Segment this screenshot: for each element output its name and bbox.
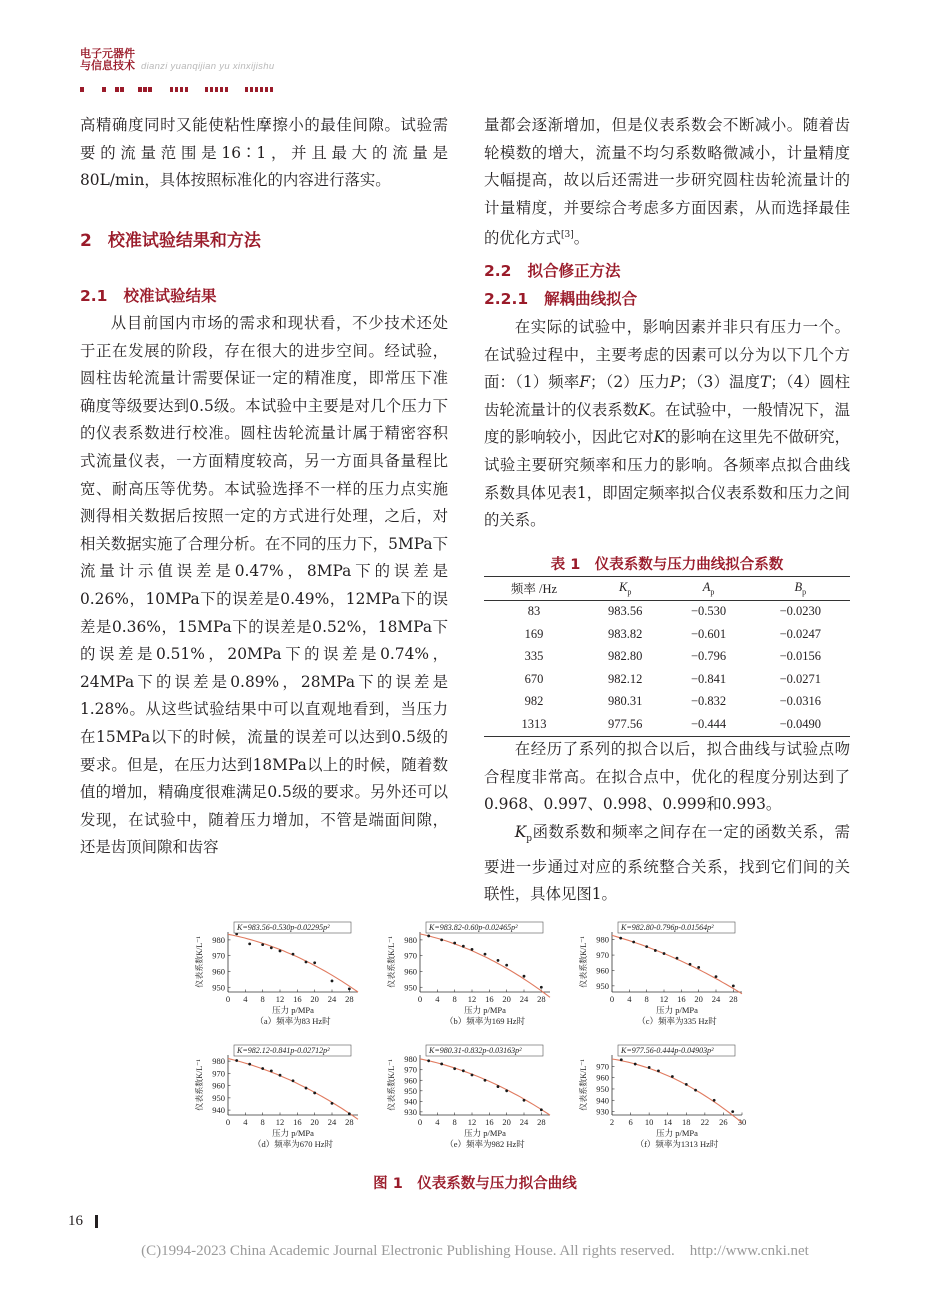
data-point xyxy=(676,957,679,960)
x-axis-label: 压力 p/MPa xyxy=(464,1005,506,1015)
data-point xyxy=(279,950,282,953)
chart-panel xyxy=(578,1045,746,1149)
x-tick-label: 24 xyxy=(711,994,721,1004)
x-axis-label: 压力 p/MPa xyxy=(272,1128,314,1138)
th-Kp-symbol: K xyxy=(619,580,628,594)
table-row xyxy=(484,623,850,646)
subplot-caption: （b）频率为169 Hz时 xyxy=(444,1016,526,1026)
right-p1-paragraph xyxy=(484,314,850,535)
y-axis-label: 仪表系数K/L⁻¹ xyxy=(195,936,204,988)
equation-text: K=982.12-0.841p-0.02712p² xyxy=(237,1046,330,1056)
cell-Ap: −0.841 xyxy=(690,671,727,686)
y-tick-label: 930 xyxy=(596,1106,609,1117)
y-tick-label: 940 xyxy=(596,1095,609,1106)
x-tick-label: 28 xyxy=(345,994,354,1004)
p1-text-a: 在实际的试验中，影响因素并非只有压力一个。在试验过程中，主要考虑的因素可以分为以下几个方面：（1）频率 xyxy=(484,318,850,392)
section-2-title: 校准试验结果和方法 xyxy=(107,231,261,251)
y-tick-label: 950 xyxy=(596,980,609,991)
x-tick-label: 24 xyxy=(519,1117,529,1127)
th-frequency: 频率 /Hz xyxy=(484,577,584,601)
kp-relation-body: 函数系数和频率之间存在一定的函数关系，需要进一步通过对应的系统整合关系，找到它们间的关联性，具体见图1。 xyxy=(484,823,850,904)
data-point xyxy=(505,964,508,967)
journal-name-line2: 与信息技术 xyxy=(80,59,135,72)
x-tick-label: 8 xyxy=(260,1117,265,1127)
data-point xyxy=(697,966,700,969)
chart-panel xyxy=(194,1045,358,1149)
y-tick-label: 960 xyxy=(212,1080,225,1091)
data-point xyxy=(671,1075,674,1078)
x-tick-label: 30 xyxy=(737,1117,747,1127)
p1-text-b: ；（2）压力 xyxy=(590,373,670,392)
fit-curve xyxy=(228,934,358,992)
x-tick-label: 4 xyxy=(243,1117,248,1127)
x-tick-label: 12 xyxy=(467,1117,477,1127)
x-tick-label: 16 xyxy=(485,1117,494,1127)
data-point xyxy=(619,937,622,940)
x-tick-label: 0 xyxy=(417,1117,423,1127)
x-tick-label: 4 xyxy=(435,1117,440,1127)
x-tick-label: 24 xyxy=(519,994,529,1004)
x-tick-label: 4 xyxy=(435,994,440,1004)
x-tick-label: 28 xyxy=(537,994,546,1004)
var-K-2: K xyxy=(653,428,666,447)
y-tick-label: 960 xyxy=(404,966,417,977)
continued-text xyxy=(484,112,850,253)
y-tick-label: 980 xyxy=(596,934,609,945)
data-point xyxy=(620,1058,623,1061)
var-T: T xyxy=(760,373,771,392)
cell-Kp: 982.12 xyxy=(608,671,643,686)
section-2-heading xyxy=(80,226,261,251)
fit-quality-text: 在经历了系列的拟合以后，拟合曲线与试验点吻合程度非常高。在拟合点中，优化的程度分别达到了0.968、0.997、0.998、0.999和0.993。 xyxy=(484,740,850,814)
x-tick-label: 26 xyxy=(719,1117,728,1127)
th-Ap-sub: p xyxy=(710,587,715,597)
right-cont-paragraph xyxy=(484,112,850,253)
data-point xyxy=(471,1074,474,1077)
data-point xyxy=(462,945,465,948)
cell-freq: 1313 xyxy=(484,713,584,736)
data-point xyxy=(261,943,264,946)
y-tick-label: 930 xyxy=(404,1106,417,1117)
data-point xyxy=(270,1070,273,1073)
data-point xyxy=(348,987,351,990)
th-Ap-symbol: A xyxy=(702,580,711,594)
x-tick-label: 8 xyxy=(452,1117,457,1127)
y-tick-label: 950 xyxy=(404,982,417,993)
data-point xyxy=(453,942,456,945)
cell-Bp: −0.0271 xyxy=(779,671,822,686)
x-tick-label: 28 xyxy=(345,1117,354,1127)
data-point xyxy=(248,942,251,945)
y-axis-label: 仪表系数K/L⁻¹ xyxy=(579,936,588,988)
data-point xyxy=(648,1066,651,1069)
y-tick-label: 950 xyxy=(212,982,225,993)
continued-text-main: 量都会逐渐增加，但是仪表系数会不断减小。随着齿轮模数的增大，流量不均匀系数略微减小，计量精度大幅提高，故以后还需进一步研究圆柱齿轮流量计的计量精度，并要综合考虑多方面因素，从而选择最佳的优化方式 xyxy=(484,116,850,248)
data-point xyxy=(235,1059,238,1062)
x-tick-label: 28 xyxy=(537,1117,546,1127)
chart-panel xyxy=(386,1045,550,1149)
subplot-caption: （d）频率为670 Hz时 xyxy=(252,1139,334,1149)
x-tick-label: 0 xyxy=(225,994,231,1004)
table-row xyxy=(484,600,850,623)
journal-pinyin: dianzi yuanqijian yu xinxijishu xyxy=(141,61,275,72)
x-tick-label: 0 xyxy=(609,994,615,1004)
section-2-2-number: 2.2 xyxy=(484,262,512,280)
x-tick-label: 20 xyxy=(502,1117,511,1127)
section-2-2-1-number: 2.2.1 xyxy=(484,290,529,308)
y-tick-label: 980 xyxy=(404,934,417,945)
y-tick-label: 980 xyxy=(212,1056,225,1067)
cell-Bp: −0.0230 xyxy=(779,604,822,619)
p1-text-f: 的影响在这里先不做研究，试验主要研究频率和压力的影响。各频率点拟合曲线系数具体见表1，即固定频率拟合仪表系数和压力之间的关系。 xyxy=(484,428,850,530)
data-point xyxy=(313,1092,316,1095)
section-2-1-heading xyxy=(80,284,216,306)
x-tick-label: 20 xyxy=(310,994,319,1004)
cell-Ap: −0.832 xyxy=(690,694,727,709)
journal-header xyxy=(80,48,274,72)
x-tick-label: 4 xyxy=(627,994,632,1004)
page-number-text: 16 xyxy=(68,1213,83,1229)
data-point xyxy=(292,953,295,956)
x-tick-label: 20 xyxy=(310,1117,319,1127)
th-Ap xyxy=(666,577,750,601)
x-tick-label: 16 xyxy=(293,994,302,1004)
p1-text-d: ；（4）圆柱齿轮流量计的仪表系数 xyxy=(484,373,851,419)
table-header-row xyxy=(484,577,850,601)
header-dots-graphic xyxy=(80,85,290,95)
journal-name-line1: 电子元器件 xyxy=(80,47,135,60)
y-axis-label: 仪表系数K/L⁻¹ xyxy=(195,1059,204,1111)
x-axis-label: 压力 p/MPa xyxy=(272,1005,314,1015)
var-P: P xyxy=(669,373,681,392)
data-point xyxy=(279,1074,282,1077)
fit-curve xyxy=(228,1059,358,1120)
data-point xyxy=(540,1108,543,1111)
var-Kp-sub: p xyxy=(526,834,533,845)
x-axis-label: 压力 p/MPa xyxy=(656,1128,698,1138)
section-2-number: 2 xyxy=(80,231,92,251)
data-point xyxy=(689,963,692,966)
data-point xyxy=(732,984,735,987)
fit-curve xyxy=(420,934,550,997)
table-row xyxy=(484,691,850,714)
fit-curve xyxy=(420,1059,550,1115)
fit-curve xyxy=(612,1059,742,1123)
data-point xyxy=(694,1089,697,1092)
subplot-caption: （f）频率为1313 Hz时 xyxy=(635,1139,719,1149)
cell-Kp: 982.80 xyxy=(608,649,643,664)
data-point xyxy=(313,961,316,964)
data-point xyxy=(348,1112,351,1115)
chart-panel xyxy=(386,922,550,1026)
cell-Bp: −0.0247 xyxy=(779,626,822,641)
cell-Ap: −0.444 xyxy=(666,713,750,736)
section-2-2-heading xyxy=(484,259,620,281)
data-point xyxy=(427,1059,430,1062)
th-Bp-symbol: B xyxy=(794,580,803,594)
data-point xyxy=(440,938,443,941)
cell-Bp: −0.0316 xyxy=(779,694,822,709)
data-point xyxy=(292,1079,295,1082)
y-tick-label: 960 xyxy=(596,1072,609,1083)
y-tick-label: 940 xyxy=(212,1105,225,1116)
section-2-1-body: 从目前国内市场的需求和现状看，不少技术还处于正在发展的阶段，存在很大的进步空间。经试验，圆柱齿轮流量计需要保证一定的精准度，即常压下准确度等级要达到0.5级。本试验中主要是对几个压力下的仪表系数进行校准。圆柱齿轮流量计属于精密容积式流量仪表，一方面精度较高，另一方面具备量程比宽、耐高压等优势。本试验选择不一样的压力点实施测得相关数据后按照一定的方式进行处理，之后，对相关数据实施了合理分析。在不同的压力下，5MPa下流量计示值误差是0.47%，8MPa下的误差是0.26%，10MPa下的误差是0.49%，12MPa下的误差是0.36%，15MPa下的误差是0.52%，18MPa下的误差是0.51%，20MPa下的误差是0.74%，24MPa下的误差是0.89%，28MPa下的误差是1.28%。从这些试验结果中可以直观地看到，当压力在15MPa以下的时候，流量的误差可以达到0.5级的要求。但是，在压力达到18MPa以上的时候，随着数值的增加，精确度很难满足0.5级的要求。另外还可以发现，在试验中，随着压力增加，不管是端面间隙，还是齿顶间隙和齿容 xyxy=(80,314,448,857)
x-tick-label: 20 xyxy=(502,994,511,1004)
x-tick-label: 4 xyxy=(243,994,248,1004)
cell-Bp: −0.0156 xyxy=(779,649,822,664)
x-tick-label: 22 xyxy=(700,1117,710,1127)
x-tick-label: 8 xyxy=(644,994,649,1004)
section-2-2-1-title: 解耦曲线拟合 xyxy=(544,290,638,308)
subplot-caption: （a）频率为83 Hz时 xyxy=(255,1016,331,1026)
x-tick-label: 6 xyxy=(628,1117,633,1127)
x-tick-label: 14 xyxy=(663,1117,672,1127)
x-axis-label: 压力 p/MPa xyxy=(656,1005,698,1015)
data-point xyxy=(632,941,635,944)
table-row xyxy=(484,713,850,736)
data-point xyxy=(261,1067,264,1070)
y-tick-label: 950 xyxy=(404,1085,417,1096)
p1-text-e: 。在试验中，一般情况下，温度的影响较小，因此它对 xyxy=(484,400,850,447)
var-F: F xyxy=(579,373,591,392)
y-tick-label: 960 xyxy=(404,1075,417,1086)
data-point xyxy=(453,1067,456,1070)
section-2-1-title: 校准试验结果 xyxy=(123,287,217,305)
section-2-1-number: 2.1 xyxy=(80,287,108,305)
section-2-2-1-body xyxy=(484,314,850,535)
page-number xyxy=(68,1213,98,1230)
y-tick-label: 970 xyxy=(404,1064,417,1075)
data-point xyxy=(634,1063,637,1066)
y-tick-label: 980 xyxy=(404,1054,417,1065)
data-point xyxy=(484,953,487,956)
th-Bp xyxy=(751,577,850,601)
y-tick-label: 970 xyxy=(212,1068,225,1079)
data-point xyxy=(654,949,657,952)
table-row xyxy=(484,646,850,669)
right-p3-paragraph xyxy=(484,819,850,909)
data-point xyxy=(505,1089,508,1092)
chart-panel xyxy=(578,922,742,1026)
figure-1-caption: 图 1 仪表系数与压力拟合曲线 xyxy=(373,1176,577,1192)
data-point xyxy=(248,1063,251,1066)
figure-1-charts xyxy=(180,918,760,1168)
x-tick-label: 12 xyxy=(275,994,285,1004)
x-tick-label: 0 xyxy=(417,994,423,1004)
x-tick-label: 8 xyxy=(260,994,265,1004)
data-point xyxy=(462,1069,465,1072)
p1-text-c: ；（3）温度 xyxy=(680,373,761,392)
equation-text: K=982.80-0.796p-0.01564p² xyxy=(621,923,714,933)
x-tick-label: 12 xyxy=(467,994,477,1004)
cell-freq: 670 xyxy=(524,671,544,686)
data-point xyxy=(657,1069,660,1072)
cell-freq: 982 xyxy=(524,694,544,709)
cell-Bp: −0.0490 xyxy=(751,713,850,736)
data-point xyxy=(440,1063,443,1066)
data-point xyxy=(305,1087,308,1090)
th-Kp-sub: p xyxy=(627,587,632,597)
equation-text: K=980.31-0.832p-0.03163p² xyxy=(429,1046,522,1056)
y-tick-label: 960 xyxy=(212,966,225,977)
x-axis-label: 压力 p/MPa xyxy=(464,1128,506,1138)
left-intro-paragraph xyxy=(80,112,448,195)
data-point xyxy=(540,986,543,989)
data-point xyxy=(713,1099,716,1102)
left-body-paragraph xyxy=(80,310,448,862)
continued-text-end: 。 xyxy=(573,229,590,248)
cell-Kp: 980.31 xyxy=(608,694,643,709)
data-point xyxy=(471,948,474,951)
citation-3: [3] xyxy=(560,230,574,241)
data-point xyxy=(270,946,273,949)
y-tick-label: 950 xyxy=(212,1092,225,1103)
y-axis-label: 仪表系数K/L⁻¹ xyxy=(579,1059,588,1111)
data-point xyxy=(305,961,308,964)
table-1-caption: 表 1 仪表系数与压力曲线拟合系数 xyxy=(550,557,784,573)
page-number-bar xyxy=(95,1215,98,1228)
data-point xyxy=(427,935,430,938)
th-Bp-sub: p xyxy=(802,587,807,597)
x-tick-label: 20 xyxy=(694,994,703,1004)
data-point xyxy=(497,1085,500,1088)
y-axis-label: 仪表系数K/L⁻¹ xyxy=(387,1059,396,1111)
data-point xyxy=(645,945,648,948)
data-point xyxy=(523,1099,526,1102)
x-tick-label: 10 xyxy=(644,1117,654,1127)
x-tick-label: 28 xyxy=(729,994,738,1004)
var-K: K xyxy=(638,400,650,419)
header-decoration xyxy=(80,80,290,99)
table-1-wrapper xyxy=(484,576,850,737)
y-tick-label: 970 xyxy=(596,1061,609,1072)
cell-freq: 335 xyxy=(524,649,544,664)
cell-Ap: −0.530 xyxy=(690,604,727,619)
y-tick-label: 980 xyxy=(212,934,225,945)
y-tick-label: 970 xyxy=(596,950,609,961)
x-tick-label: 0 xyxy=(225,1117,231,1127)
data-point xyxy=(523,975,526,978)
th-Kp xyxy=(584,577,666,601)
cell-Kp: 977.56 xyxy=(584,713,666,736)
cell-freq: 83 xyxy=(527,604,541,619)
table-row xyxy=(484,668,850,691)
x-tick-label: 24 xyxy=(327,994,337,1004)
x-tick-label: 12 xyxy=(275,1117,285,1127)
chart-panel xyxy=(194,922,358,1026)
section-2-2-title: 拟合修正方法 xyxy=(527,262,621,280)
data-point xyxy=(331,1102,334,1105)
cell-Ap: −0.601 xyxy=(690,626,727,641)
y-tick-label: 950 xyxy=(596,1083,609,1094)
y-tick-label: 970 xyxy=(404,950,417,961)
x-tick-label: 18 xyxy=(682,1117,691,1127)
data-point xyxy=(685,1083,688,1086)
kp-relation-text xyxy=(484,819,850,909)
equation-text: K=977.56-0.444p-0.04903p² xyxy=(621,1046,714,1056)
fit-curve xyxy=(612,935,742,993)
section-2-2-1-heading xyxy=(484,287,637,309)
x-tick-label: 16 xyxy=(677,994,686,1004)
equation-text: K=983.82-0.60p-0.02465p² xyxy=(429,923,518,933)
y-axis-label: 仪表系数K/L⁻¹ xyxy=(387,936,396,988)
x-tick-label: 2 xyxy=(609,1117,615,1127)
cell-Kp: 983.82 xyxy=(608,626,643,641)
copyright-footer: (C)1994-2023 China Academic Journal Electronic Publishing House. All rights reserved. http://www.cnki.net xyxy=(141,1243,809,1259)
intro-text: 高精确度同时又能使粘性摩擦小的最佳间隙。试验需要的流量范围是16∶1，并且最大的流量是80L/min，具体按照标准化的内容进行落实。 xyxy=(80,116,448,190)
x-tick-label: 16 xyxy=(293,1117,302,1127)
cell-freq: 169 xyxy=(524,626,544,641)
data-point xyxy=(715,975,718,978)
x-tick-label: 16 xyxy=(485,994,494,1004)
var-Kp: K xyxy=(514,823,527,841)
data-point xyxy=(731,1110,734,1113)
subplot-caption: （c）频率为335 Hz时 xyxy=(637,1016,717,1026)
x-tick-label: 12 xyxy=(659,994,669,1004)
table-1 xyxy=(484,576,850,737)
data-point xyxy=(497,959,500,962)
x-tick-label: 8 xyxy=(452,994,457,1004)
y-tick-label: 940 xyxy=(404,1096,417,1107)
equation-text: K=983.56-0.530p-0.02295p² xyxy=(237,923,330,933)
data-point xyxy=(331,980,334,983)
x-tick-label: 24 xyxy=(327,1117,337,1127)
data-point xyxy=(484,1079,487,1082)
cell-Kp: 983.56 xyxy=(608,604,643,619)
y-tick-label: 960 xyxy=(596,965,609,976)
data-point xyxy=(663,952,666,955)
subplot-caption: （e）频率为982 Hz时 xyxy=(445,1139,525,1149)
right-p2-paragraph xyxy=(484,736,850,819)
cell-Ap: −0.796 xyxy=(690,649,727,664)
y-tick-label: 970 xyxy=(212,950,225,961)
